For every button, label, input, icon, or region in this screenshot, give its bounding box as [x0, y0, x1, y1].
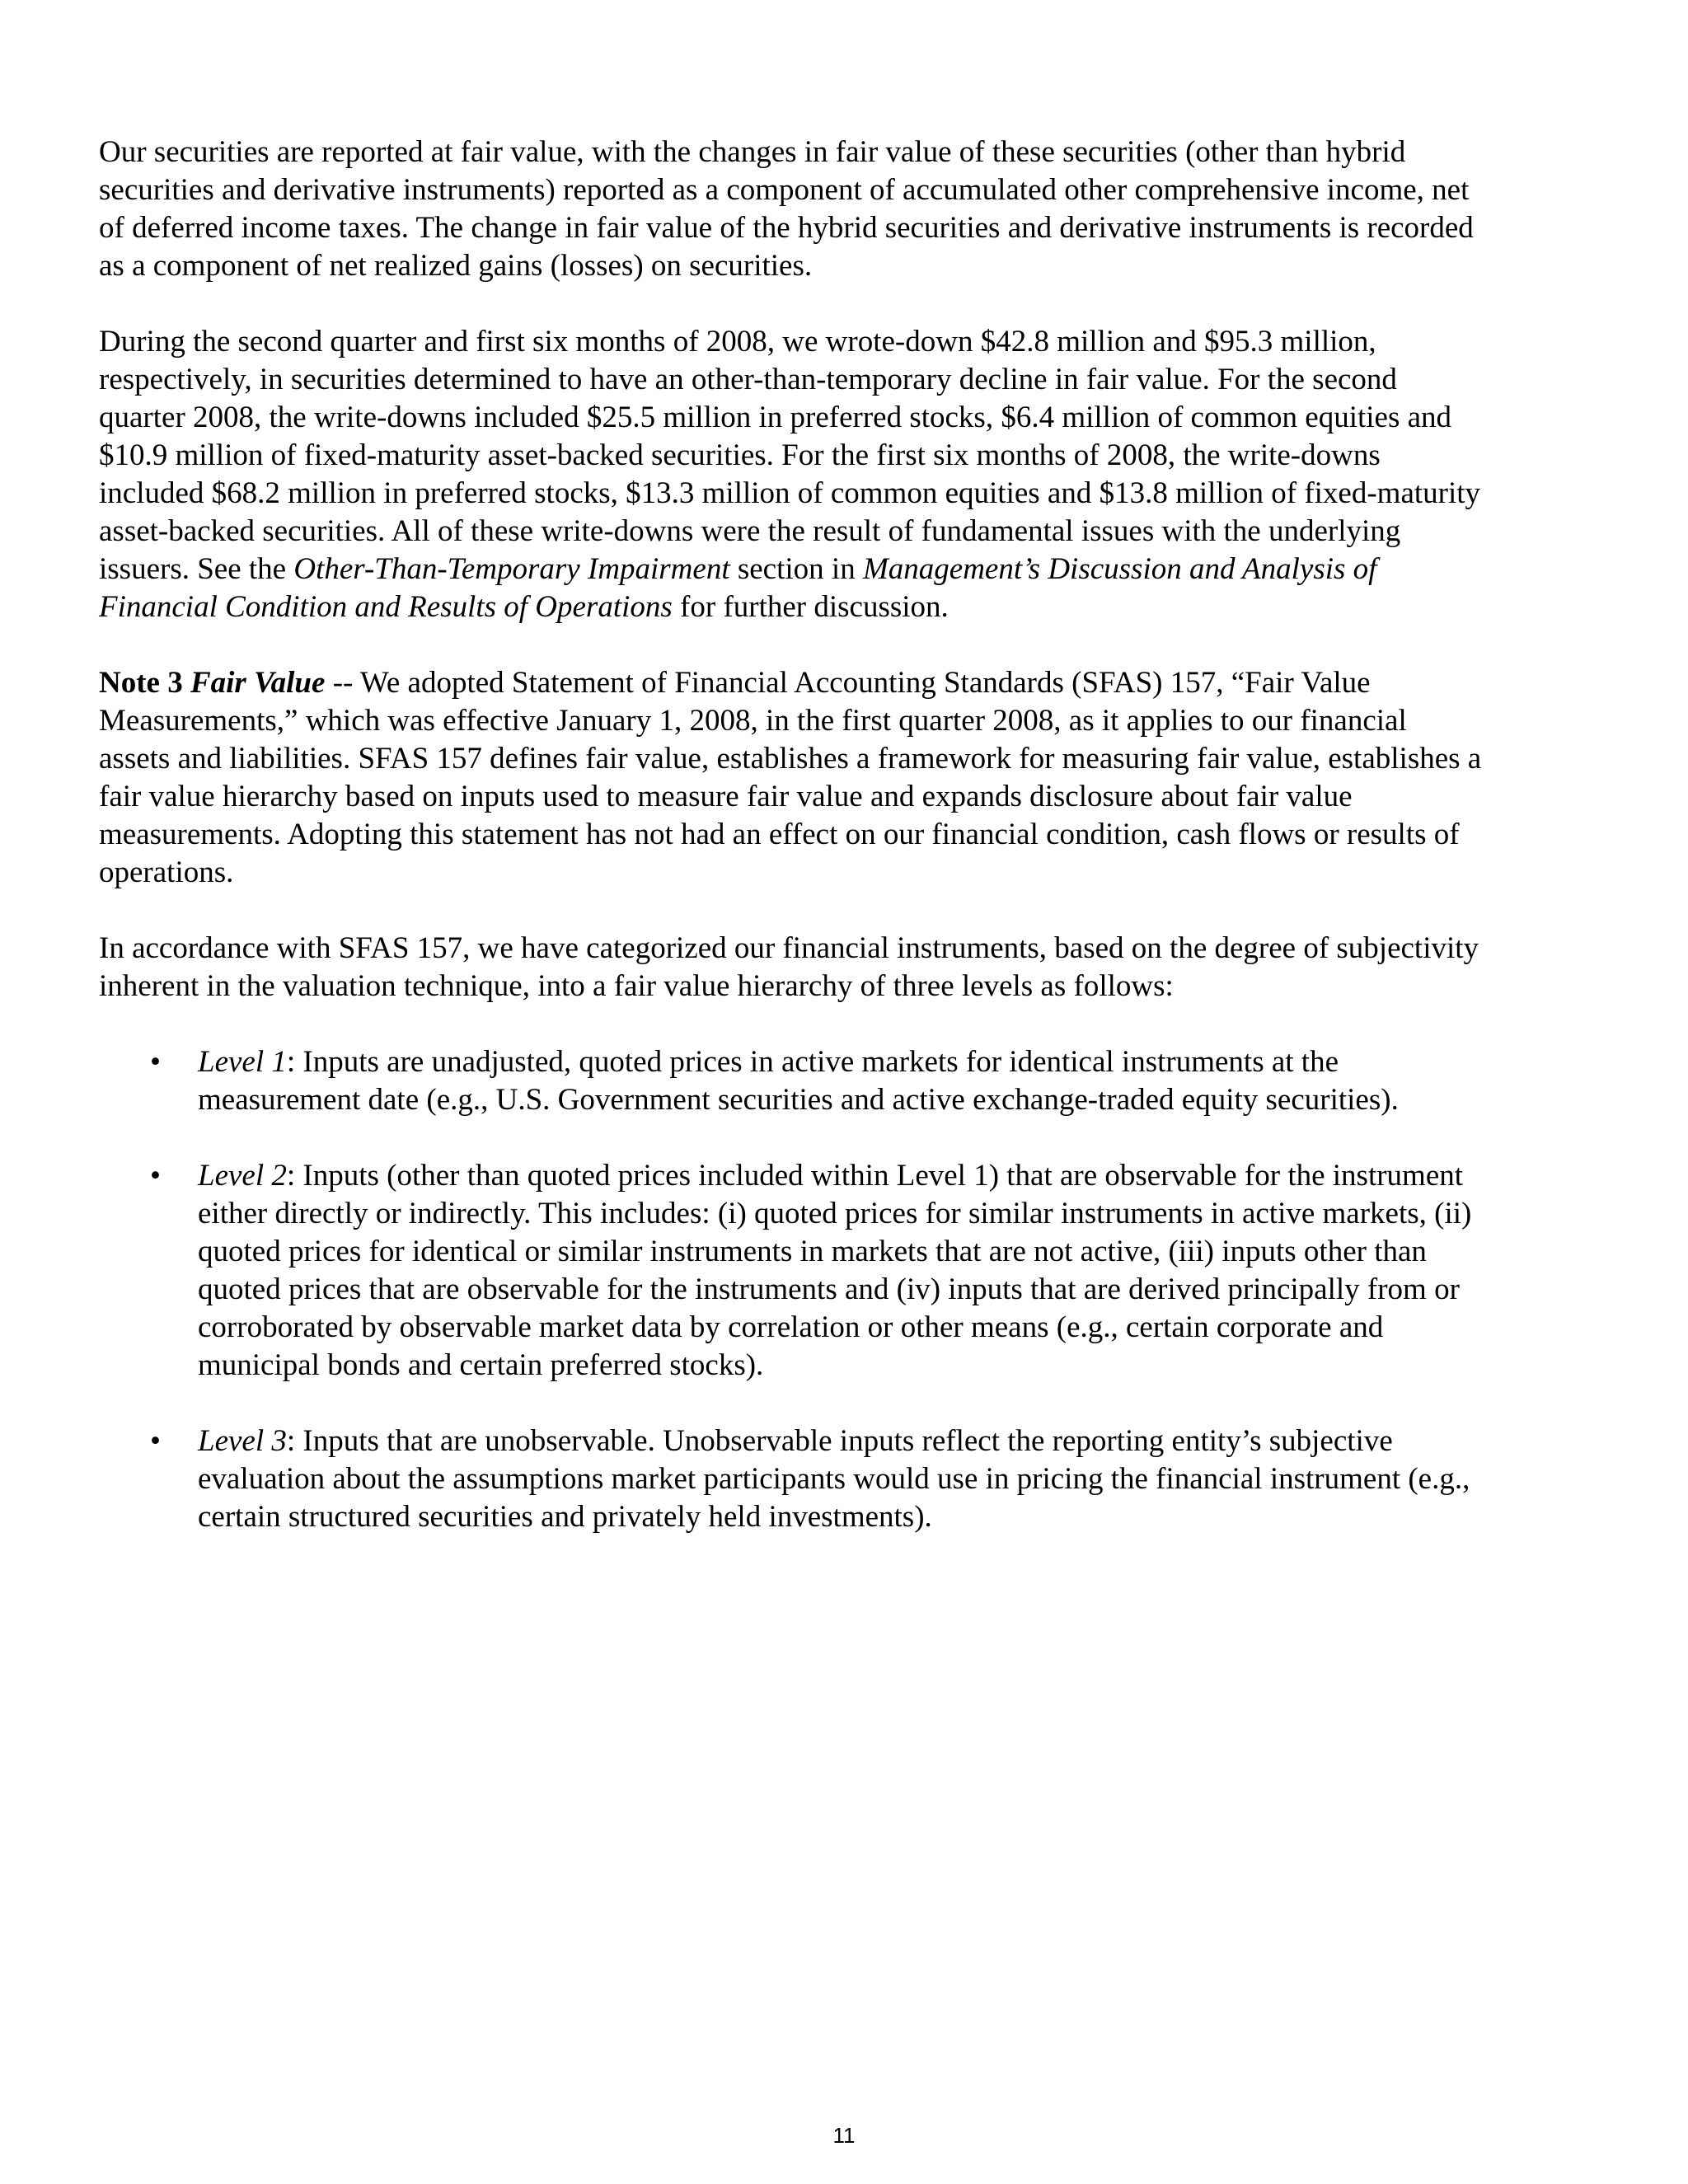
list-item-level-1: [99, 1043, 1484, 1119]
level-description: : Inputs are unadjusted, quoted prices in active markets for identical instruments at the measurement date (e.g., U.S. Government securities and active exchange-traded equity securities).: [198, 1045, 1399, 1117]
paragraph-write-downs: [99, 323, 1484, 626]
level-label: Level 3: [198, 1424, 287, 1458]
paragraph-securities-fair-value: Our securities are reported at fair value, with the changes in fair value of these securities (other than hybrid securities and derivative instruments) reported as a component of accumulated other comprehensive income, net of deferred income taxes. The change in fair value of the hybrid securities and derivative instruments is recorded as a component of net realized gains (losses) on securities.: [99, 135, 1474, 283]
level-label: Level 1: [198, 1045, 287, 1079]
note-3-text: -- We adopted Statement of Financial Accounting Standards (SFAS) 157, “Fair Value Measurements,” which was effective January 1, 2008, in the first quarter 2008, as it applies to our financial assets and liabilities. SFAS 157 defines fair value, establishes a framework for measuring fair value, establishes a fair value hierarchy based on inputs used to measure fair value and expands disclosure about fair value measurements. Adopting this statement has not had an effect on our financial condition, cash flows or results of operations.: [99, 666, 1482, 889]
level-label: Level 2: [198, 1159, 287, 1193]
list-item-level-3: [99, 1422, 1484, 1536]
mdna-reference: Management’s Discussion and Analysis of Financial Condition and Results of Operations: [99, 552, 1377, 624]
list-item-level-2: [99, 1157, 1484, 1385]
level-description: : Inputs that are unobservable. Unobservable inputs reflect the reporting entity’s subjective evaluation about the assumptions market participants would use in pricing the financial instrument (e.g., certain structured securities and privately held investments).: [198, 1424, 1470, 1534]
other-than-temporary-impairment-reference: Other-Than-Temporary Impairment: [293, 552, 730, 586]
write-downs-text-3: for further discussion.: [672, 590, 949, 624]
paragraph-hierarchy-intro: In accordance with SFAS 157, we have categorized our financial instruments, based on the degree of subjectivity inherent in the valuation technique, into a fair value hierarchy of three levels as follows:: [99, 931, 1479, 1003]
fair-value-levels-list: [99, 1043, 1484, 1536]
bullet-icon: •: [150, 1424, 161, 1458]
write-downs-text: During the second quarter and first six months of 2008, we wrote-down $42.8 million and $95.3 million, respectively, in securities determined to have an other-than-temporary decline in fair value. For the second quarter 2008, the write-downs included $25.5 million in preferred stocks, $6.4 million of common equities and $10.9 million of fixed-maturity asset-backed securities. For the first six months of 2008, the write-downs included $68.2 million in preferred stocks, $13.3 million of common equities and $13.8 million of fixed-maturity asset-backed securities. All of these write-downs were the result of fundamental issues with the underlying issuers. See the: [99, 325, 1481, 586]
bullet-icon: •: [150, 1159, 161, 1193]
write-downs-text-2: section in: [729, 552, 863, 586]
note-title: Fair Value: [190, 666, 326, 700]
note-label: Note 3: [99, 666, 183, 700]
document-body: [99, 134, 1484, 1574]
paragraph-note-3-fair-value: [99, 664, 1484, 892]
bullet-icon: •: [150, 1045, 161, 1079]
level-description: : Inputs (other than quoted prices included within Level 1) that are observable for the instrument either directly or indirectly. This includes: (i) quoted prices for similar instruments in active markets, (ii) quoted prices for identical or similar instruments in markets that are not active, (iii) inputs other than quoted prices that are observable for the instruments and (iv) inputs that are derived principally from or corroborated by observable market data by correlation or other means (e.g., certain corporate and municipal bonds and certain preferred stocks).: [198, 1159, 1472, 1382]
page-number: 11: [832, 2123, 856, 2148]
